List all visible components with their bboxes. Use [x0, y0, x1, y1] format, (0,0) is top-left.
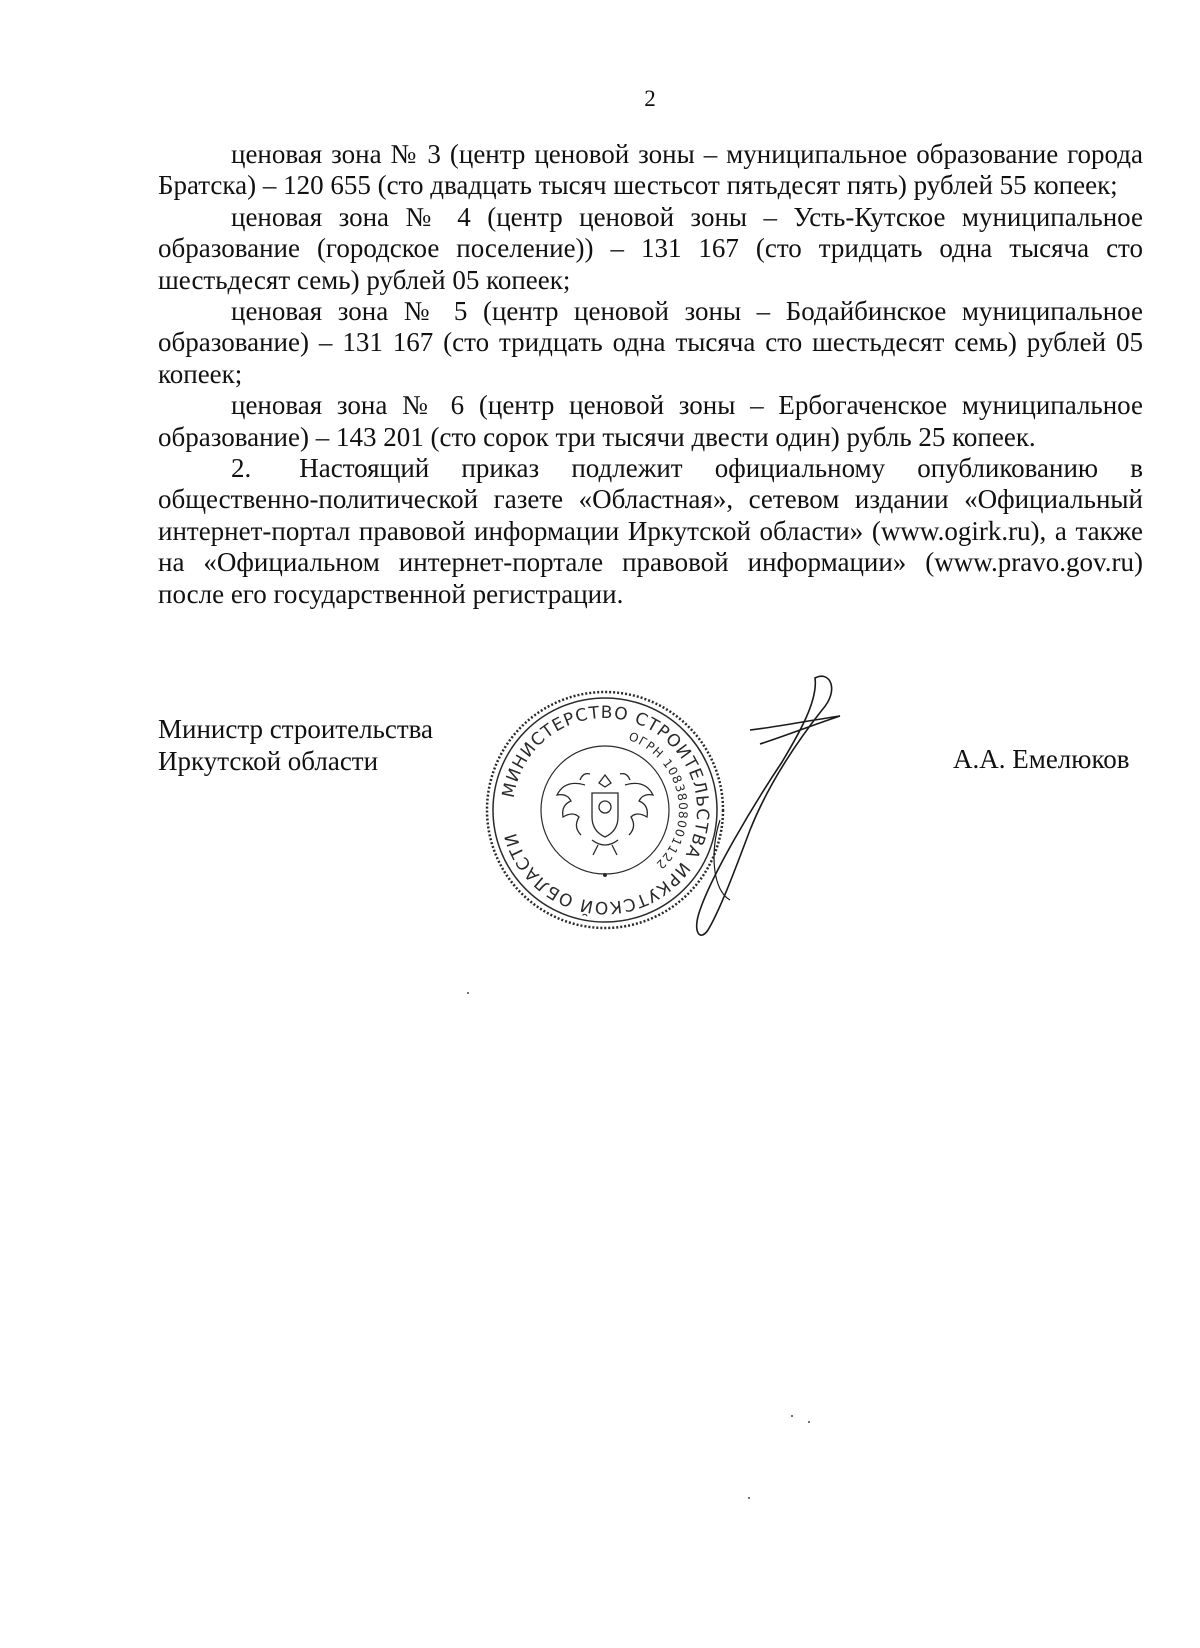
scan-speck [467, 992, 469, 994]
scan-speck [808, 1421, 810, 1423]
signatory-position-line-1: Министр строительства [158, 714, 434, 744]
paragraph-price-zone-3: ценовая зона № 3 (центр ценовой зоны – муниципальное образование города Братска) – 120 655 (сто двадцать тысяч шестьсот пятьдесят пять) рублей 55 копеек; [158, 139, 1143, 201]
seal-outer-text: МИНИСТЕРСТВО СТРОИТЕЛЬСТВА ИРКУТСКОЙ ОБЛАСТИ [498, 702, 713, 918]
document-body [158, 139, 1143, 610]
paragraph-price-zone-6: ценовая зона № 6 (центр ценовой зоны – Ербогаченское муниципальное образование) – 143 201 (сто сорок три тысячи двести один) рубль 25 копеек. [158, 390, 1143, 452]
coat-of-arms-icon [557, 774, 653, 855]
page-number: 2 [644, 86, 656, 111]
paragraph-item-2 [158, 453, 1143, 610]
scan-speck [791, 1415, 793, 1417]
item-text: Настоящий приказ подлежит официальному опубликованию в общественно-политической газете «Областная», сетевом издании «Официальный интернет-портал правовой информации Иркутской области» (www.ogirk.ru), а также на «Официальном интернет-портале правовой информации» (www.pravo.gov.ru) после его государственной регистрации. [158, 453, 1143, 609]
scan-speck [748, 1497, 750, 1499]
handwritten-signature [690, 670, 890, 950]
paragraph-price-zone-4: ценовая зона № 4 (центр ценовой зоны – Усть-Кутское муниципальное образование (городское поселение)) – 131 167 (сто тридцать одна тысяча сто шестьдесят семь) рублей 05 копеек; [158, 201, 1143, 295]
signatory-name: А.А. Емелюков [953, 744, 1130, 774]
paragraph-price-zone-5: ценовая зона № 5 (центр ценовой зоны – Бодайбинское муниципальное образование) – 131 167 (сто тридцать одна тысяча сто шестьдесят семь) рублей 05 копеек; [158, 296, 1143, 389]
item-number: 2. [231, 453, 252, 484]
signatory-position [158, 713, 433, 777]
seal-ogrn-text: ОГРН 1083808001122 [626, 729, 691, 873]
signatory-position-line-2: Иркутской области [158, 746, 379, 776]
